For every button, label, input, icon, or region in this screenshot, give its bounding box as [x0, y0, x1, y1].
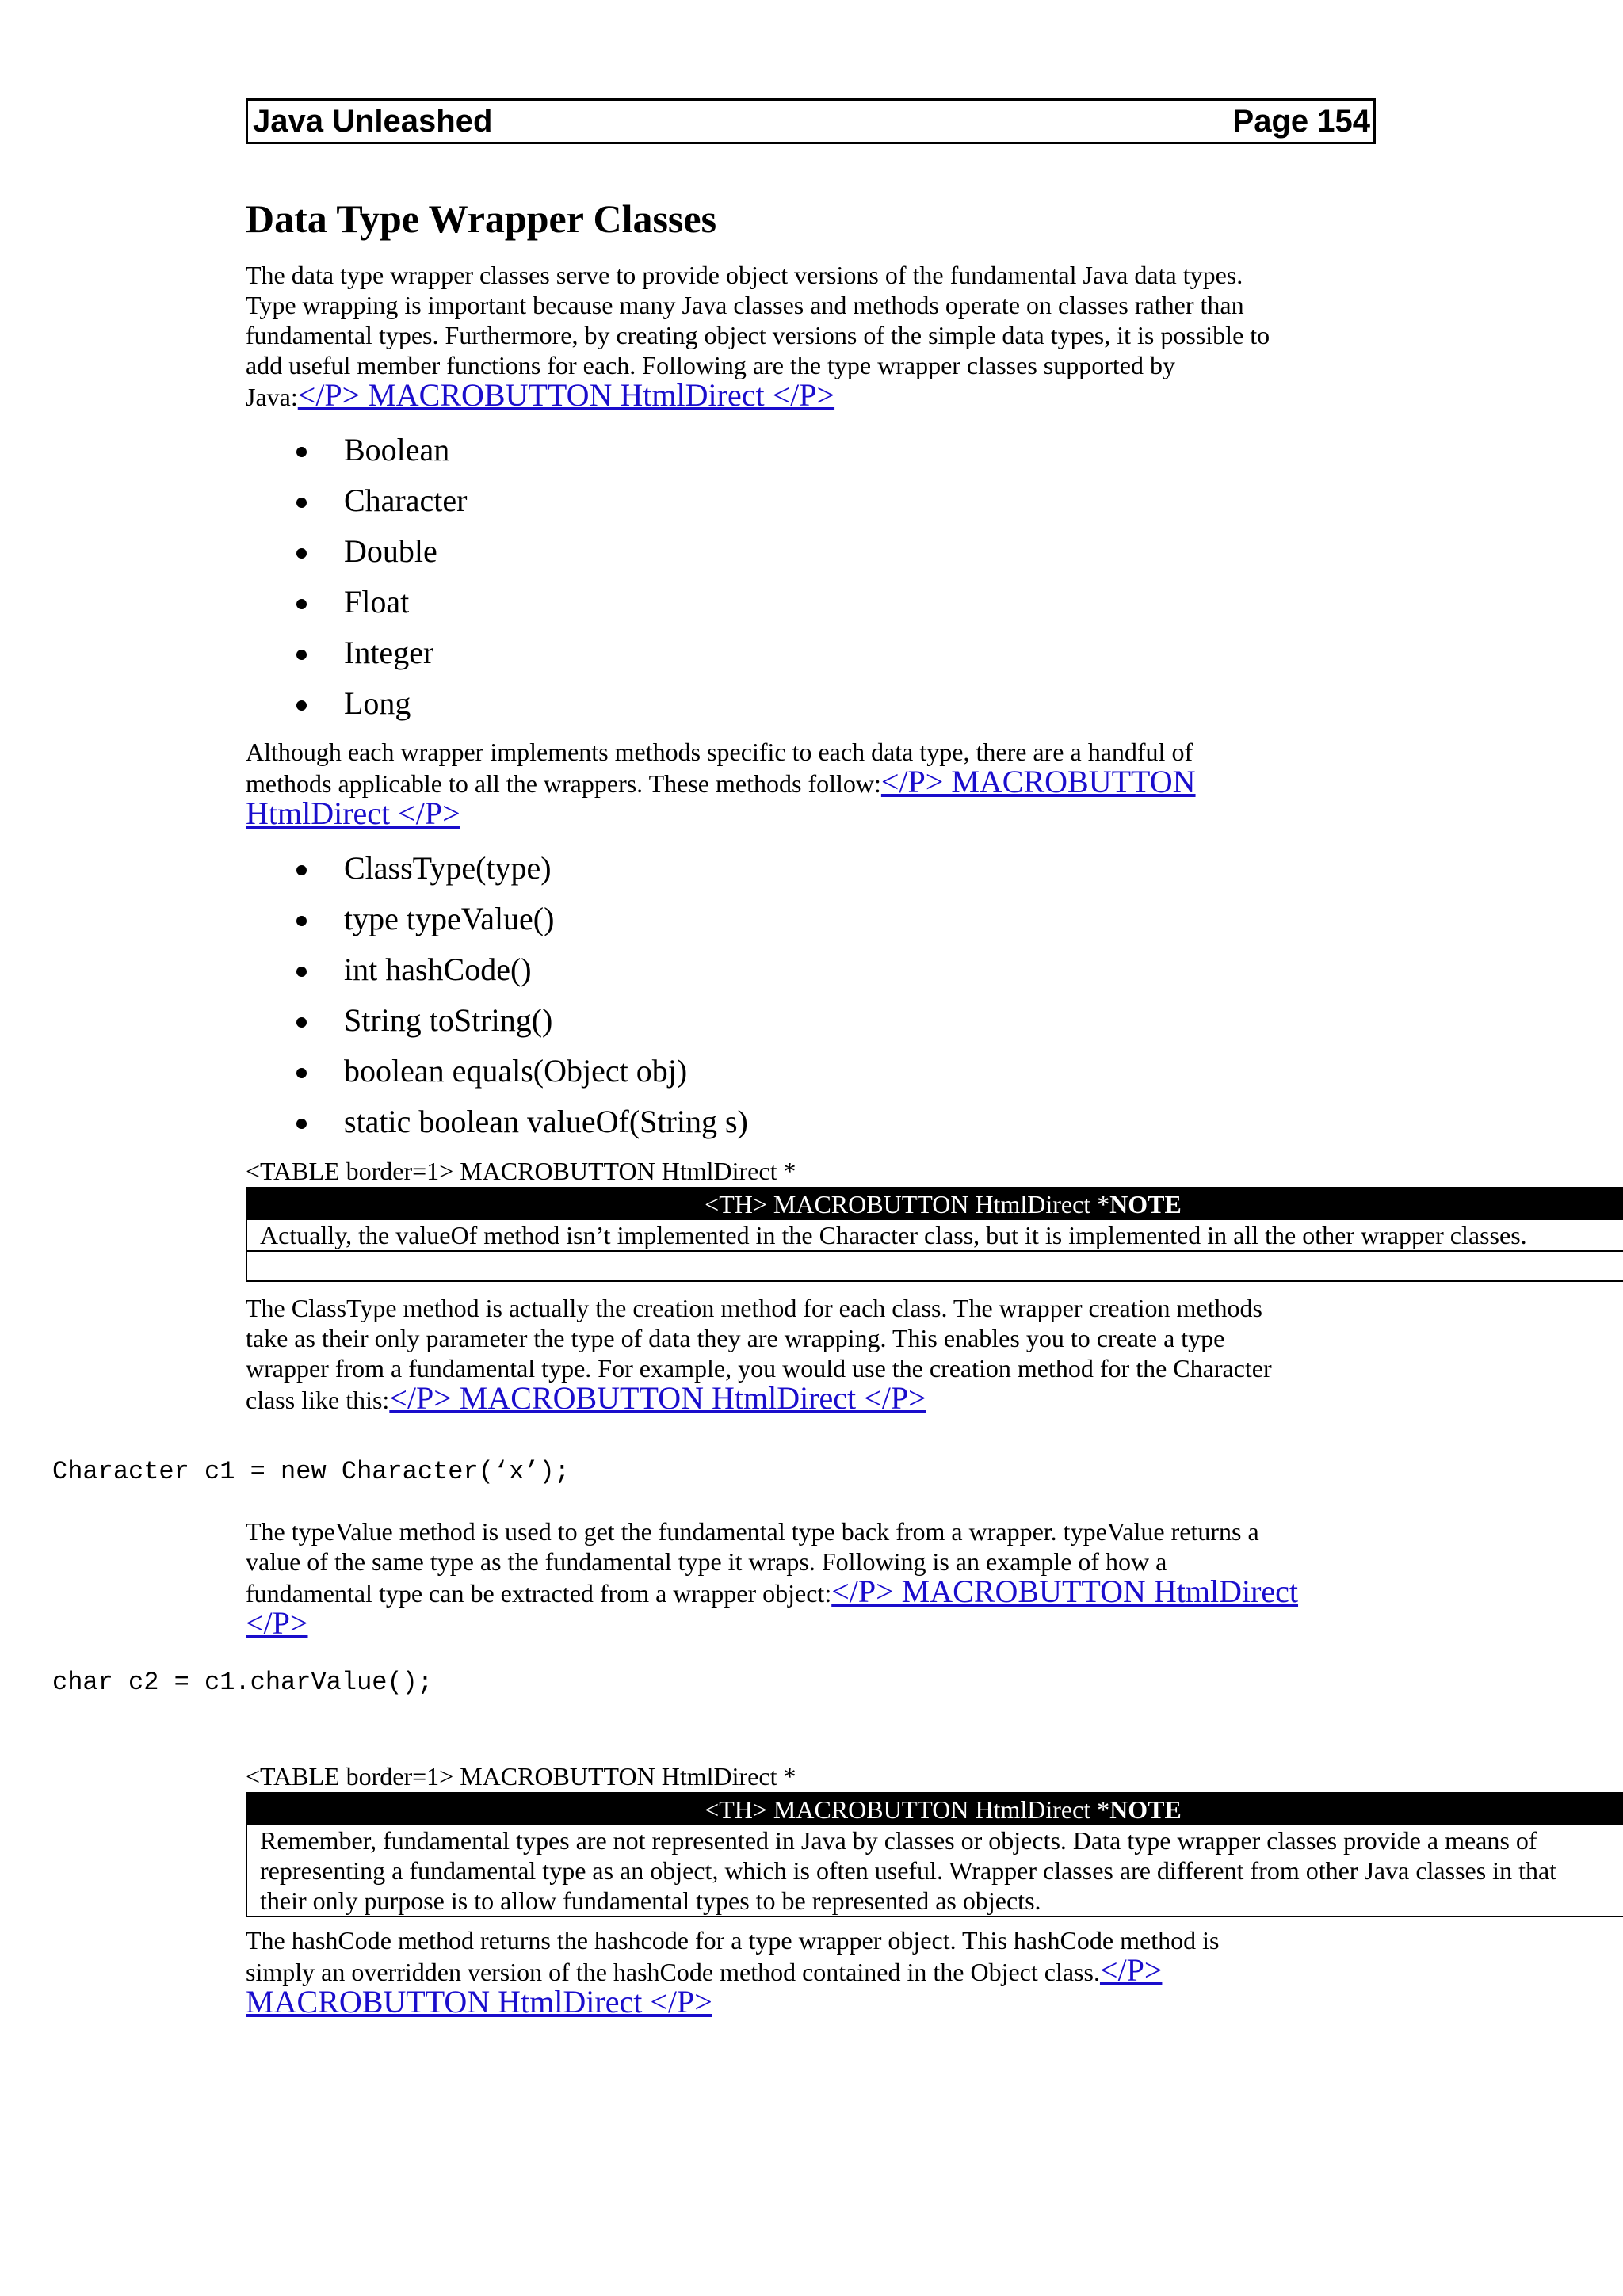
note-header	[247, 1188, 1623, 1220]
intro-line	[246, 377, 1379, 413]
classtype-line: take as their only parameter the type of data they are wrapping. This enables you to create a type	[246, 1324, 1225, 1352]
section-heading: Data Type Wrapper Classes	[246, 196, 717, 241]
intro-line: fundamental types. Furthermore, by creating object versions of the simple data types, it is possible to	[246, 321, 1270, 349]
code-sample-charvalue: char c2 = c1.charValue();	[52, 1668, 433, 1697]
note-body-line: their only purpose is to allow fundamental types to be represented as objects.	[260, 1886, 1041, 1915]
common-methods-list	[246, 843, 1379, 1147]
methods-paragraph	[246, 737, 1379, 830]
list-item: String toString()	[246, 995, 1379, 1046]
note-body: Actually, the valueOf method isn’t implemented in the Character class, but it is implemented in all the other wrapper classes.	[260, 1221, 1527, 1249]
page-content-bottom	[246, 1760, 1557, 2027]
note-header-prefix: <TH> MACROBUTTON HtmlDirect *	[705, 1190, 1110, 1219]
page-number: Page 154	[1232, 103, 1370, 139]
note-header-prefix: <TH> MACROBUTTON HtmlDirect *	[705, 1795, 1110, 1824]
list-item: Boolean	[246, 425, 1379, 475]
note-box	[246, 1792, 1623, 1917]
typevalue-paragraph	[246, 1516, 1379, 1640]
list-item: int hashCode()	[246, 944, 1379, 995]
typevalue-line: value of the same type as the fundamental type it wraps. Following is an example of how a	[246, 1547, 1167, 1576]
classtype-tail: class like this:	[246, 1386, 390, 1414]
intro-line: Type wrapping is important because many Java classes and methods operate on classes rather than	[246, 291, 1244, 319]
methods-line: Although each wrapper implements methods specific to each data type, there are a handful of	[246, 738, 1193, 766]
classtype-line	[246, 1380, 1379, 1416]
list-item: Double	[246, 526, 1379, 577]
note-header-label: NOTE	[1109, 1190, 1182, 1219]
list-item: ClassType(type)	[246, 843, 1379, 894]
methods-line	[246, 795, 1379, 831]
list-item: type typeValue()	[246, 894, 1379, 944]
macrobutton-link[interactable]: </P>	[1099, 1952, 1163, 1988]
macrobutton-link[interactable]: </P> MACROBUTTON HtmlDirect	[831, 1573, 1299, 1609]
table-markup-label: <TABLE border=1> MACROBUTTON HtmlDirect *	[246, 1157, 796, 1185]
note-box	[246, 1187, 1623, 1282]
list-item: static boolean valueOf(String s)	[246, 1097, 1379, 1147]
macrobutton-link[interactable]: </P> MACROBUTTON HtmlDirect </P>	[297, 377, 835, 413]
typevalue-line: The typeValue method is used to get the fundamental type back from a wrapper. typeValue returns a	[246, 1517, 1259, 1546]
intro-line: The data type wrapper classes serve to provide object versions of the fundamental Java data types.	[246, 261, 1243, 289]
intro-line: add useful member functions for each. Following are the type wrapper classes supported by	[246, 351, 1175, 379]
note-empty-row	[247, 1250, 1623, 1280]
wrapper-class-list	[246, 425, 1379, 729]
hashcode-text: simply an overridden version of the hashCode method contained in the Object class.	[246, 1958, 1100, 1986]
note-header-label: NOTE	[1109, 1795, 1182, 1824]
classtype-line: The ClassType method is actually the creation method for each class. The wrapper creation methods	[246, 1294, 1262, 1322]
typevalue-line	[246, 1605, 1379, 1641]
list-item: Integer	[246, 627, 1379, 678]
list-item: Long	[246, 678, 1379, 729]
hashcode-line	[246, 1952, 1379, 1988]
page-header	[246, 98, 1376, 144]
macrobutton-link[interactable]: </P> MACROBUTTON HtmlDirect </P>	[389, 1380, 926, 1416]
note-body-line: Remember, fundamental types are not represented in Java by classes or objects. Data type wrapper classes provide a means of	[260, 1826, 1537, 1855]
list-item: Float	[246, 577, 1379, 627]
code-sample-constructor: Character c1 = new Character(‘x’);	[52, 1457, 570, 1486]
hashcode-line: The hashCode method returns the hashcode for a type wrapper object. This hashCode method is	[246, 1926, 1220, 1955]
page-content	[246, 193, 1527, 1423]
macrobutton-link[interactable]: HtmlDirect </P>	[246, 795, 460, 831]
note-header	[247, 1794, 1623, 1825]
hashcode-paragraph	[246, 1925, 1379, 2019]
methods-line	[246, 764, 1379, 799]
hashcode-line	[246, 1984, 1379, 2019]
classtype-paragraph	[246, 1293, 1379, 1415]
macrobutton-link[interactable]: MACROBUTTON HtmlDirect </P>	[246, 1984, 712, 2019]
classtype-line: wrapper from a fundamental type. For example, you would use the creation method for the Character	[246, 1354, 1272, 1383]
list-item: Character	[246, 475, 1379, 526]
book-title: Java Unleashed	[253, 103, 493, 139]
typevalue-line	[246, 1573, 1379, 1609]
table-markup-label: <TABLE border=1> MACROBUTTON HtmlDirect *	[246, 1762, 796, 1791]
list-item: boolean equals(Object obj)	[246, 1046, 1379, 1097]
macrobutton-link[interactable]: </P>	[246, 1605, 308, 1641]
macrobutton-link[interactable]: </P> MACROBUTTON	[880, 764, 1196, 799]
page-content-lower	[246, 1516, 1379, 1648]
typevalue-tail: fundamental type can be extracted from a wrapper object:	[246, 1579, 832, 1608]
note-body-line: representing a fundamental type as an object, which is often useful. Wrapper classes are different from other Java classes in that	[260, 1856, 1557, 1885]
intro-paragraph	[246, 260, 1379, 412]
intro-tail: Java:	[246, 383, 298, 411]
methods-text: methods applicable to all the wrappers. These methods follow:	[246, 769, 881, 798]
